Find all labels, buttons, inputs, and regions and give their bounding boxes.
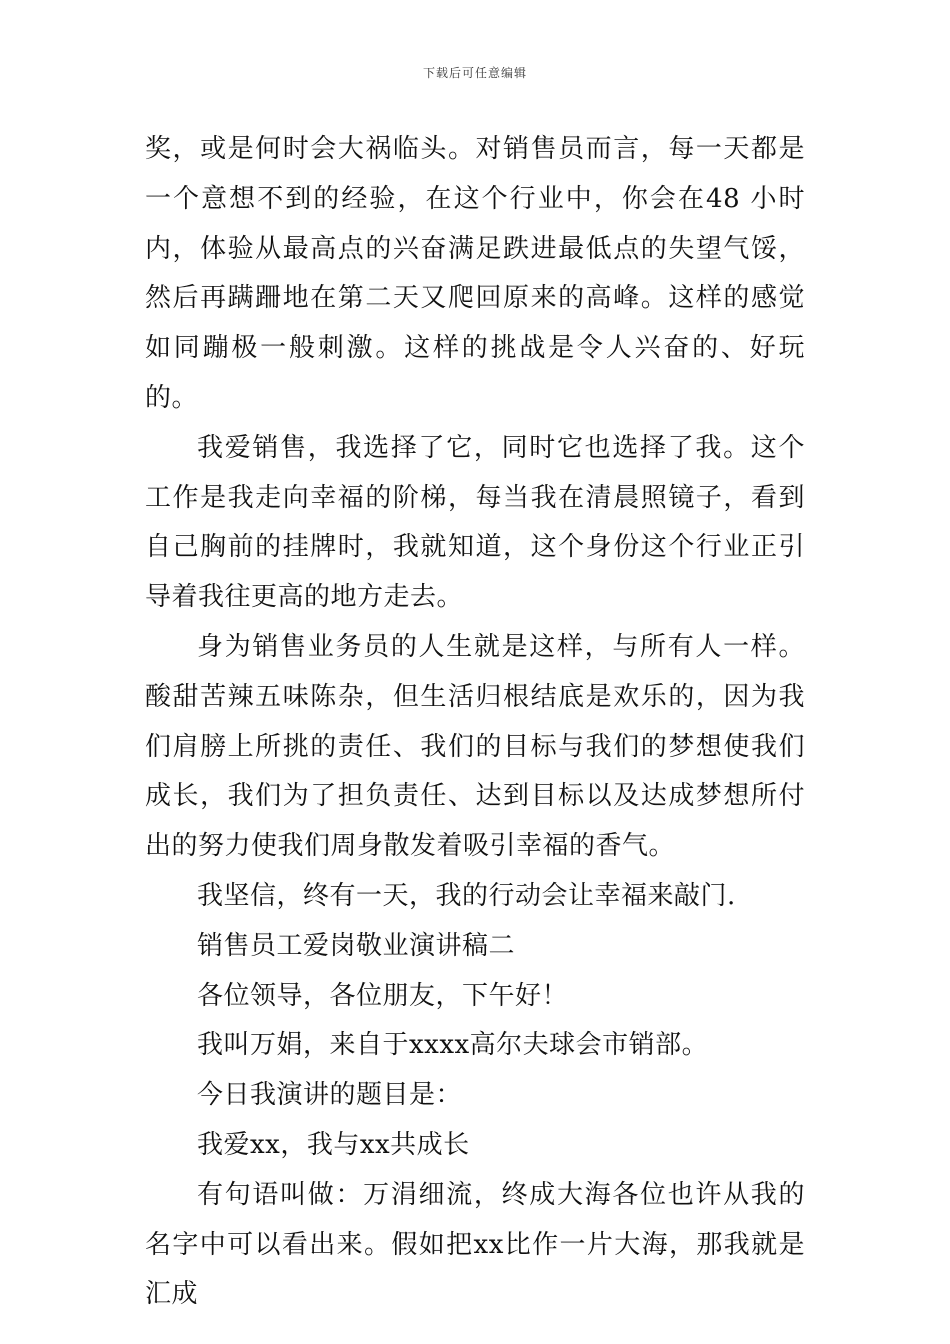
paragraph-continuation: 奖，或是何时会大祸临头。对销售员而言，每一天都是一个意想不到的经验，在这个行业中，你会在48 小时内，体验从最高点的兴奋满足跌进最低点的失望气馁，然后再蹒跚地在第二天又爬回原来的高峰。这样的感觉如同蹦极一般刺激。这样的挑战是令人兴奋的、好玩的。 — [145, 134, 805, 413]
self-introduction: 我叫万娟，来自于xxxx高尔夫球会市销部。 — [197, 1030, 709, 1061]
greeting: 各位领导，各位朋友，下午好！ — [197, 980, 569, 1011]
topic-intro: 今日我演讲的题目是： — [197, 1080, 463, 1111]
paragraph-saying: 有句语叫做：万涓细流，终成大海各位也许从我的名字中可以看出来。假如把xx比作一片大海，那我就是汇成 — [145, 1179, 805, 1310]
page-header: 下载后可任意编辑 — [422, 66, 527, 80]
paragraph-belief: 我坚信，终有一天，我的行动会让幸福来敲门. — [197, 880, 736, 911]
paragraph-love-sales: 我爱销售，我选择了它，同时它也选择了我。这个工作是我走向幸福的阶梯，每当我在清晨照镜子，看到自己胸前的挂牌时，我就知道，这个身份这个行业正引导着我往更高的地方走去。 — [145, 432, 805, 613]
topic-title: 我爱xx，我与xx共成长 — [197, 1129, 470, 1160]
speech-title-two: 销售员工爱岗敬业演讲稿二 — [197, 930, 516, 961]
paragraph-salesperson-life: 身为销售业务员的人生就是这样，与所有人一样。酸甜苦辣五味陈杂，但生活归根结底是欢乐的，因为我们肩膀上所挑的责任、我们的目标与我们的梦想使我们成长，我们为了担负责任、达到目标以及达成梦想所付出的努力使我们周身散发着吸引幸福的香气。 — [145, 631, 805, 862]
document-body — [145, 125, 805, 1320]
